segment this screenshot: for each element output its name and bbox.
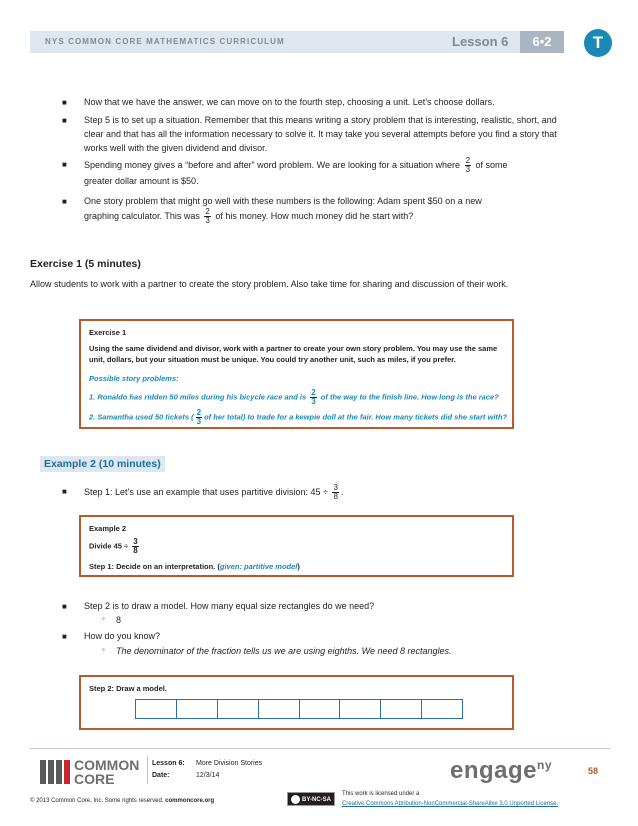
exercise1-intro: Allow students to work with a partner to create the story problem. Also take time for sharing and discussion of their work. (30, 279, 509, 289)
cc-icon (291, 795, 300, 804)
problem-text: 1. Ronaldo has ridden 50 miles during his bicycle race and is (89, 392, 307, 402)
bullet-square-icon: ■ (62, 602, 67, 611)
model-rectangles (135, 699, 463, 719)
circle-bullet-icon: ◦ (102, 614, 105, 623)
copyright-link[interactable]: commoncore.org (165, 798, 215, 804)
logo-line: CORE (74, 771, 115, 787)
sub-bullet-answer-2 (102, 644, 576, 658)
exercise1-heading: Exercise 1 (5 minutes) (30, 258, 141, 270)
fraction-numerator: 3 (333, 483, 338, 492)
page-number: 58 (588, 766, 599, 776)
model-rectangle (177, 699, 218, 719)
fraction-denominator: 8 (333, 492, 338, 501)
possible-problem-2 (89, 409, 514, 426)
problem-text: of the way to the finish line. How long is the race? (320, 392, 499, 402)
divide-text: Divide 45 ÷ (89, 541, 129, 551)
fraction-denominator: 3 (196, 417, 202, 426)
footer-date-label: Date: (152, 772, 170, 779)
draw-model-title: Step 2: Draw a model. (89, 684, 167, 693)
possible-problems-label: Possible story problems: (89, 374, 179, 383)
footer-divider (147, 756, 148, 784)
teacher-badge: T (584, 29, 612, 57)
fraction-numerator: 2 (196, 408, 202, 417)
cc-license-badge[interactable] (287, 792, 335, 806)
logo-line: COMMON (74, 757, 140, 773)
copyright-text: © 2013 Common Core, Inc. Some rights reserved. (30, 798, 164, 804)
exercise1-box-text: Using the same dividend and divisor, work with a partner to create your own story problem. You may use the same unit, dollars, but your situation must be unique. You could try another unit, such as miles, if you prefer. (89, 344, 498, 364)
bullet-square-icon: ■ (62, 632, 67, 641)
bullet-text: Step 2 is to draw a model. How many equal size rectangles do we need? (84, 601, 375, 611)
bullet-text: graphing calculator. This was (84, 210, 200, 221)
license-link[interactable]: Creative Commons Attribution-NonCommercial-ShareAlike 3.0 Unported License. (342, 801, 559, 807)
circle-bullet-icon: ◦ (102, 645, 105, 654)
common-core-logo-text (74, 758, 139, 786)
footer-date-value: 12/3/14 (196, 772, 220, 779)
step-text: ) (297, 562, 300, 571)
model-rectangle (340, 699, 381, 719)
bullet-square-icon: ■ (62, 197, 67, 206)
bullet-story-problem (62, 194, 564, 225)
bullet-square-icon: ■ (62, 116, 67, 125)
step-given: given: partitive model (219, 562, 298, 571)
example2-box-title: Example 2 (89, 524, 127, 533)
fraction (204, 208, 210, 225)
engageny-logo (450, 757, 552, 785)
fraction-denominator: 3 (311, 397, 316, 406)
model-rectangle (381, 699, 422, 719)
bullet-step2 (62, 599, 564, 613)
answer-text: The denominator of the fraction tells us we are using eighths. We need 8 rectangles. (116, 646, 452, 656)
exercise1-box-title: Exercise 1 (89, 328, 127, 337)
bullet-text: greater dollar amount is $50. (84, 176, 199, 186)
bullet-text: Step 5 is to set up a situation. Remember that this means writing a story problem that is interesting, realistic, short, and clear and that has all the information necessary to solve it. It may take you several attempts before you find a story that works well with the given dividend and divisor. (84, 115, 557, 153)
model-rectangle (135, 699, 177, 719)
copyright (30, 798, 214, 804)
fraction (196, 409, 202, 426)
fraction-numerator: 3 (133, 537, 138, 546)
engage-text: engage (450, 757, 538, 784)
fraction-numerator: 2 (205, 207, 210, 216)
fraction-numerator: 2 (465, 156, 471, 165)
draw-model-box (79, 675, 514, 730)
model-rectangle (300, 699, 341, 719)
problem-text: of her total) to trade for a kewpie doll at the fair. How many tickets did she start with? (204, 412, 508, 422)
lesson-label: Lesson 6 (452, 34, 509, 49)
module-badge: 6•2 (520, 31, 564, 53)
fraction (332, 484, 338, 501)
bullet-square-icon: ■ (62, 98, 67, 107)
bullet-text: Step 1: Let’s use an example that uses partitive division: 45 ÷ (84, 486, 328, 497)
footer-lesson-label: Lesson 6: (152, 760, 185, 767)
fraction-denominator: 3 (465, 165, 471, 174)
bullet-square-icon: ■ (62, 487, 67, 496)
bullet-text: Spending money gives a “before and after” word problem. We are looking for a situation where (84, 159, 461, 170)
bullet-text: One story problem that might go well with these numbers is the following: Adam spent $50 on a new (84, 196, 482, 206)
fraction-denominator: 3 (205, 216, 210, 225)
curriculum-title: NYS COMMON CORE MATHEMATICS CURRICULUM (45, 37, 285, 46)
fraction-numerator: 2 (311, 388, 316, 397)
fraction-denominator: 8 (133, 546, 138, 555)
exercise1-box (79, 319, 514, 429)
license-line1: This work is licensed under a (342, 791, 420, 797)
example2-step1 (89, 561, 300, 572)
model-rectangle (218, 699, 259, 719)
answer-text: 8 (116, 615, 122, 625)
possible-problem-1 (89, 389, 514, 406)
model-rectangle (259, 699, 300, 719)
example2-heading: Example 2 (10 minutes) (40, 456, 165, 472)
example2-divide (89, 538, 141, 555)
fraction (465, 157, 471, 174)
footer-rule (30, 748, 610, 749)
bullet-text: Now that we have the answer, we can move on to the fourth step, choosing a unit. Let’s choose dollars. (84, 97, 495, 107)
engage-sup: ny (537, 758, 553, 772)
bullet-square-icon: ■ (62, 160, 67, 169)
bullet-before-after (62, 156, 564, 188)
model-rectangle (422, 699, 463, 719)
problem-text: 2. Samantha used 50 tickets ( (89, 412, 194, 422)
bullet-text: How do you know? (84, 631, 161, 641)
sub-bullet-answer-1 (102, 613, 122, 627)
bullet-set-up-situation (62, 113, 564, 155)
footer-lesson-value: More Division Stories (196, 760, 263, 767)
bullet-text: . (340, 486, 344, 497)
common-core-logo-icon (40, 760, 70, 784)
bullet-choose-unit (62, 95, 564, 109)
bullet-text: of some (475, 159, 508, 170)
bullet-text: of his money. How much money did he start with? (215, 210, 414, 221)
bullet-how-know (62, 629, 564, 643)
example2-box (79, 515, 514, 577)
cc-badge-text: BY-NC-SA (301, 797, 331, 803)
bullet-step1 (62, 483, 564, 501)
fraction (132, 538, 138, 555)
fraction (310, 389, 316, 406)
step-text: Step 1: Decide on an interpretation. ( (89, 562, 220, 571)
